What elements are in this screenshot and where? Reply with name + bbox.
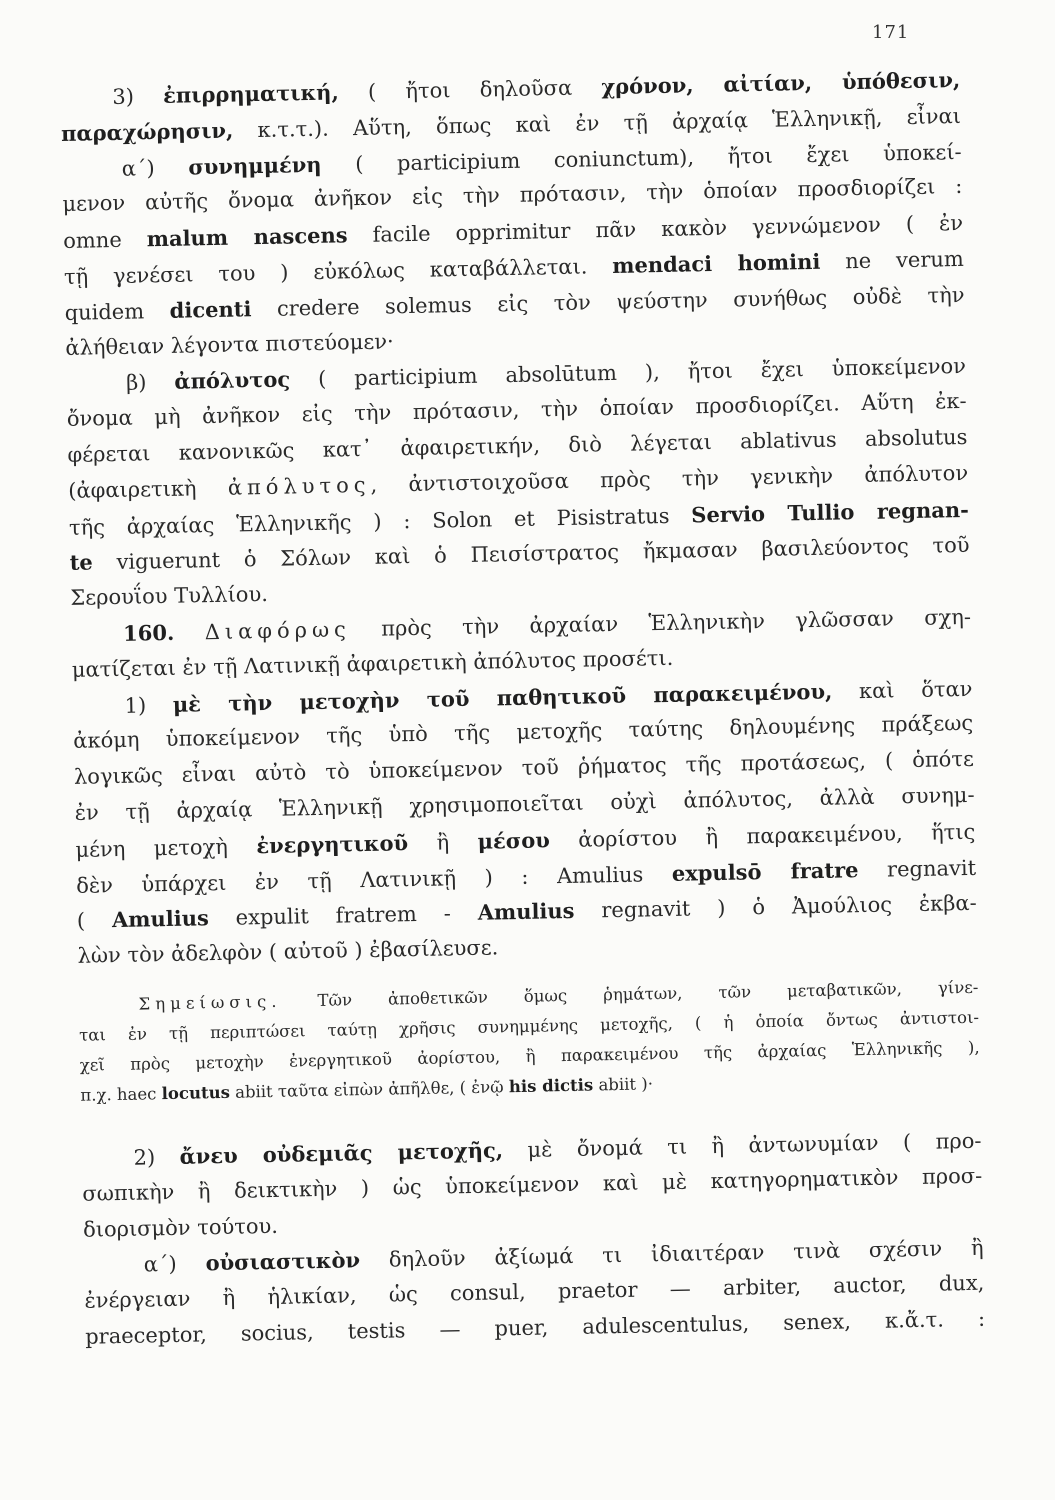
text-run: abiit ταῦτα εἰπὼν ἀπῆλθε, ( ἐνῷ <box>229 1077 510 1102</box>
text-run: δηλοῦν ἀξίωμά τι ἰδιαιτέραν τινὰ σχέσιν ἢ <box>359 1236 984 1273</box>
text-run: α´) <box>143 1251 206 1277</box>
text-run: ἢ <box>407 829 478 855</box>
text-run: ἐνεργητικοῦ <box>256 829 409 858</box>
text-run: π.χ. haec <box>80 1084 162 1105</box>
text-run: κ.τ.τ.). Αὕτη, ὅπως καὶ ἐν τῇ ἀρχαίᾳ Ἑλληνικῇ, εἶναι <box>233 103 962 143</box>
text-run: ἀπόλυτος <box>174 366 291 395</box>
text-run: ἀκόμη ὑποκείμενον τῆς ὑπὸ τῆς μετοχῆς ταύτης δηλουμένης πράξεως <box>73 711 974 754</box>
text-run: ἐνέργειαν ἢ ἡλικίαν, ὡς consul, praetor — arbiter, auctor, dux, <box>84 1270 985 1313</box>
text-run: ὄνομα μὴ ἀνῆκον εἰς τὴν πρότασιν, τὴν ὁποίαν προσδιορίζει. Αὕτη ἐκ- <box>66 389 967 432</box>
text-run: Servio Tullio regnan- <box>691 496 970 527</box>
text-run: ( <box>76 908 113 934</box>
text-run: regnavit ) ὁ Ἀμούλιος ἐκβα- <box>574 891 977 924</box>
text-run: πρὸς τὴν ἀρχαίαν Ἑλληνικὴν γλῶσσαν σχη- <box>350 604 972 642</box>
text-run: viguerunt ὁ Σόλων καὶ ὁ Πεισίστρατος ἤκμασαν βασιλεύοντος τοῦ <box>92 533 970 575</box>
remark-note <box>78 973 980 1111</box>
text-run: μὲ τὴν μετοχὴν τοῦ παθητικοῦ παρακειμένου, <box>172 678 833 717</box>
text-run: καὶ ὅταν <box>832 676 973 704</box>
text-run: (ἀφαιρετικὴ <box>68 475 229 503</box>
text-run: 160. <box>122 619 175 646</box>
text-run: χεῖ πρὸς μετοχὴν ἐνεργητικοῦ ἀορίστου, ἢ παρακειμένου τῆς ἀρχαίας Ἑλληνικῆς ), <box>79 1037 980 1075</box>
text-run: credere solemus εἰς τὸν ψεύστην συνήθως οὐδὲ τὴν <box>251 282 965 321</box>
text-run: ( ἤτοι δηλοῦσα <box>338 75 602 105</box>
text-run: regnavit <box>858 855 977 882</box>
text-run: his dictis <box>508 1075 594 1097</box>
text-run: Σερουΐου Τυλλίου. <box>70 582 269 611</box>
text-run: 2) <box>133 1144 180 1170</box>
text-run: expulsō fratre <box>671 856 859 886</box>
text-run: διορισμὸν τούτου. <box>82 1213 279 1242</box>
text-run: abiit )· <box>593 1074 654 1095</box>
text-run: quidem <box>64 298 170 325</box>
text-run: μέσου <box>477 827 551 854</box>
text-run: α´) <box>121 155 189 181</box>
text-run: ἀλήθειαν λέγοντα πιστεύομεν· <box>65 328 394 360</box>
text-run: σωπικὴν ἢ δεικτικὴν ) ὡς ὑποκείμενον καὶ μὲ κατηγορηματικὸν προσ- <box>82 1163 983 1206</box>
text-run: dicenti <box>169 295 252 323</box>
text-run: ἀορίστου ἢ παρακειμένου, ἥτις <box>549 819 976 853</box>
text-run: παραχώρησιν, <box>60 117 234 146</box>
text-run: τῇ γενέσει του ) εὐκόλως καταβάλλεται. <box>63 253 613 289</box>
text-run: ἐπιρρηματική, <box>162 79 339 108</box>
text-run: mendaci homini <box>611 248 821 278</box>
text-run: facile opprimitur πᾶν κακὸν γεννώμενον ( ἐν <box>347 211 964 248</box>
text-run: te <box>69 549 93 576</box>
text-run: δὲν ὑπάρχει ἐν τῇ Λατινικῇ ) : Amulius <box>75 861 673 898</box>
text-run: συνημμένη <box>188 151 322 180</box>
text-run: , ἀντιστοιχοῦσα πρὸς τὴν γενικὴν ἀπόλυτον <box>370 460 969 497</box>
text-run: ἄνευ οὐδεμιᾶς μετοχῆς, <box>179 1137 504 1169</box>
text-run: μενον αὐτῆς ὄνομα ἀνῆκον εἰς τὴν πρότασιν, τὴν ὁποίαν προσδιορίζει : <box>62 174 963 217</box>
text-run: 3) <box>112 83 164 109</box>
text-run: ne verum <box>820 246 965 274</box>
page-number: 171 <box>872 22 910 43</box>
text-run: ται ἐν τῇ περιπτώσει ταύτῃ χρῆσις συνημμένης μετοχῆς, ( ἡ ὁποία ὄντως ἀντιστοι- <box>78 1007 980 1045</box>
text-run: locutus <box>161 1082 231 1104</box>
text-run: μένη μετοχὴ <box>75 833 257 862</box>
text-run: λὼν τὸν ἀδελφὸν ( αὐτοῦ ) ἐβασίλευσε. <box>77 935 499 968</box>
text-run: οὐσιαστικὸν <box>205 1247 361 1276</box>
text-run: β) <box>125 370 175 396</box>
text-run: ( participium absolūtum ), ἤτοι ἔχει ὑποκείμενον <box>289 354 967 392</box>
text-run: φέρεται κανονικῶς κατ᾽ ἀφαιρετικήν, διὸ λέγεται ablativus absolutus <box>67 424 968 467</box>
text-run: ( participium coniunctum), ἤτοι ἔχει ὑποκεί- <box>321 139 962 177</box>
text-run: Διαφόρως <box>204 617 352 645</box>
main-text <box>60 62 985 1356</box>
text-run: μὲ ὄνομά τι ἢ ἀντωνυμίαν ( προ- <box>502 1128 982 1163</box>
text-run: praeceptor, socius, testis — puer, adulescentulus, senex, κ.ἄ.τ. : <box>84 1306 986 1349</box>
text-run: ματίζεται ἐν τῇ Λατινικῇ ἀφαιρετικὴ ἀπόλυτος προσέτι. <box>71 645 674 682</box>
text-run: λογικῶς εἶναι αὐτὸ τὸ ὑποκείμενον τοῦ ῥήματος τῆς προτάσεως, ( ὁπότε <box>73 746 975 789</box>
text-run: expulit fratrem - <box>208 901 478 931</box>
text-run: 1) <box>124 692 174 718</box>
text-run: τῆς ἀρχαίας Ἑλληνικῆς ) : Solon et Pisistratus <box>68 502 692 540</box>
text-run: Τῶν ἀποθετικῶν ὅμως ῥημάτων, τῶν μεταβατικῶν, γίνε- <box>281 977 979 1011</box>
text-run: Amulius <box>111 905 210 933</box>
text-run <box>174 620 205 645</box>
text-run: ἐν τῇ ἀρχαίᾳ Ἑλληνικῇ χρησιμοποιεῖται οὐχὶ ἀπόλυτος, ἀλλὰ συνημ- <box>74 782 975 825</box>
text-run: malum nascens <box>146 222 348 252</box>
text-run: ἀπόλυτος <box>227 472 371 500</box>
text-run: omne <box>62 227 147 254</box>
text-run: χρόνον, αἰτίαν, ὑπόθεσιν, <box>601 66 961 100</box>
text-run: Σημείωσις. <box>138 991 282 1014</box>
text-run: Amulius <box>477 898 575 926</box>
